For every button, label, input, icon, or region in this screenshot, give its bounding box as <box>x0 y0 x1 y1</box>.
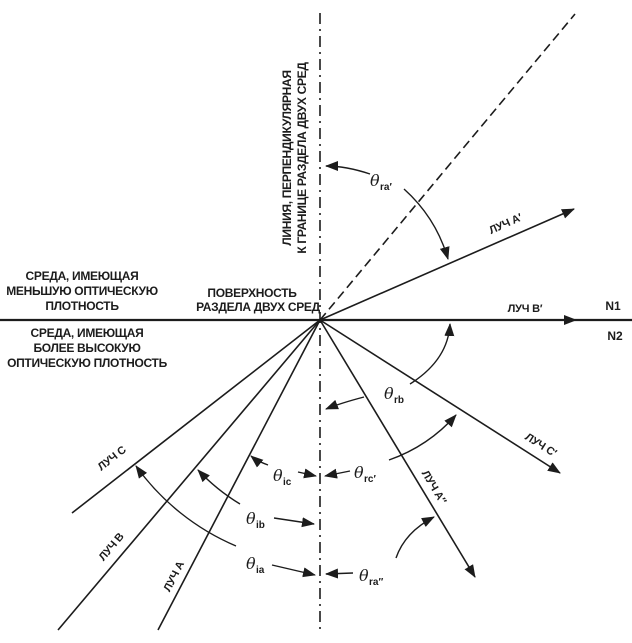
media-top-label-line3: ПЛОТНОСТЬ <box>45 299 119 313</box>
theta-ia-normal-arrow <box>272 565 315 575</box>
theta-rb-surface-arc <box>410 324 450 384</box>
ray-b-label: ЛУЧ B <box>96 530 127 564</box>
theta-ra-prime-symbol: θ <box>370 171 380 190</box>
ray-c-label: ЛУЧ C <box>95 443 129 474</box>
media-top-label-line1: СРЕДА, ИМЕЮЩАЯ <box>25 269 139 283</box>
media-top-label-line2: МЕНЬШУЮ ОПТИЧЕСКУЮ <box>6 284 158 298</box>
theta-ra-dprime-normal-arrow <box>326 573 353 574</box>
theta-rb-symbol: θ <box>384 384 394 403</box>
theta-ra-prime-subscript: ra′ <box>380 182 392 193</box>
theta-ic-ray-arrow <box>251 456 268 465</box>
ray-a-dprime-line <box>320 320 475 577</box>
media-bottom-label-line2: БОЛЕЕ ВЫСОКУЮ <box>33 341 141 355</box>
ray-c-prime-line <box>320 320 560 473</box>
theta-ra-dprime-symbol: θ <box>359 566 369 585</box>
theta-ra-prime-normal-arrow <box>326 166 370 174</box>
theta-rb-normal-arrow <box>326 397 364 409</box>
media-bottom-label-line1: СРЕДА, ИМЕЮЩАЯ <box>30 326 144 340</box>
ray-c-prime-label: ЛУЧ C′ <box>522 431 559 460</box>
theta-ic-symbol: θ <box>273 466 283 485</box>
surface-label-line1: ПОВЕРХНОСТЬ <box>207 286 297 300</box>
theta-rc-prime-symbol: θ <box>354 463 364 482</box>
ray-a-line <box>158 320 320 630</box>
ray-a-label: ЛУЧ A <box>161 559 188 594</box>
theta-ra-dprime-subscript: ra″ <box>369 577 384 588</box>
theta-ia-symbol: θ <box>246 554 256 573</box>
theta-ra-prime-arc <box>404 189 448 259</box>
theta-ic-normal-arrow <box>298 472 316 476</box>
theta-ib-normal-arrow <box>274 518 314 524</box>
theta-ic-subscript: ic <box>283 477 292 488</box>
theta-ib-ray-arc <box>198 470 240 504</box>
index-n2-label: N2 <box>607 329 623 343</box>
ray-b-prime-label: ЛУЧ B′ <box>507 303 543 315</box>
normal-label-line2: К ГРАНИЦЕ РАЗДЕЛА ДВУХ СРЕД <box>295 62 309 254</box>
undeviated-dashed-ray <box>320 14 575 320</box>
surface-label-line2: РАЗДЕЛА ДВУХ СРЕД <box>196 300 320 314</box>
theta-ib-symbol: θ <box>246 509 256 528</box>
theta-ib-subscript: ib <box>256 520 265 531</box>
media-bottom-label-line3: ОПТИЧЕСКУЮ ПЛОТНОСТЬ <box>7 356 167 370</box>
theta-rc-prime-arc <box>389 415 456 460</box>
theta-ra-dprime-arc <box>396 517 434 558</box>
normal-label-line1: ЛИНИЯ, ПЕРПЕНДИКУЛЯРНАЯ <box>280 70 294 246</box>
theta-ia-subscript: ia <box>256 565 265 576</box>
ray-a-dprime-label: ЛУЧ A″ <box>418 468 449 507</box>
theta-rb-subscript: rb <box>394 395 404 406</box>
ray-a-prime-label: ЛУЧ A′ <box>487 211 525 237</box>
theta-rc-prime-subscript: rc′ <box>364 474 376 485</box>
index-n1-label: N1 <box>605 299 621 313</box>
theta-rc-prime-normal-arrow <box>325 471 350 476</box>
